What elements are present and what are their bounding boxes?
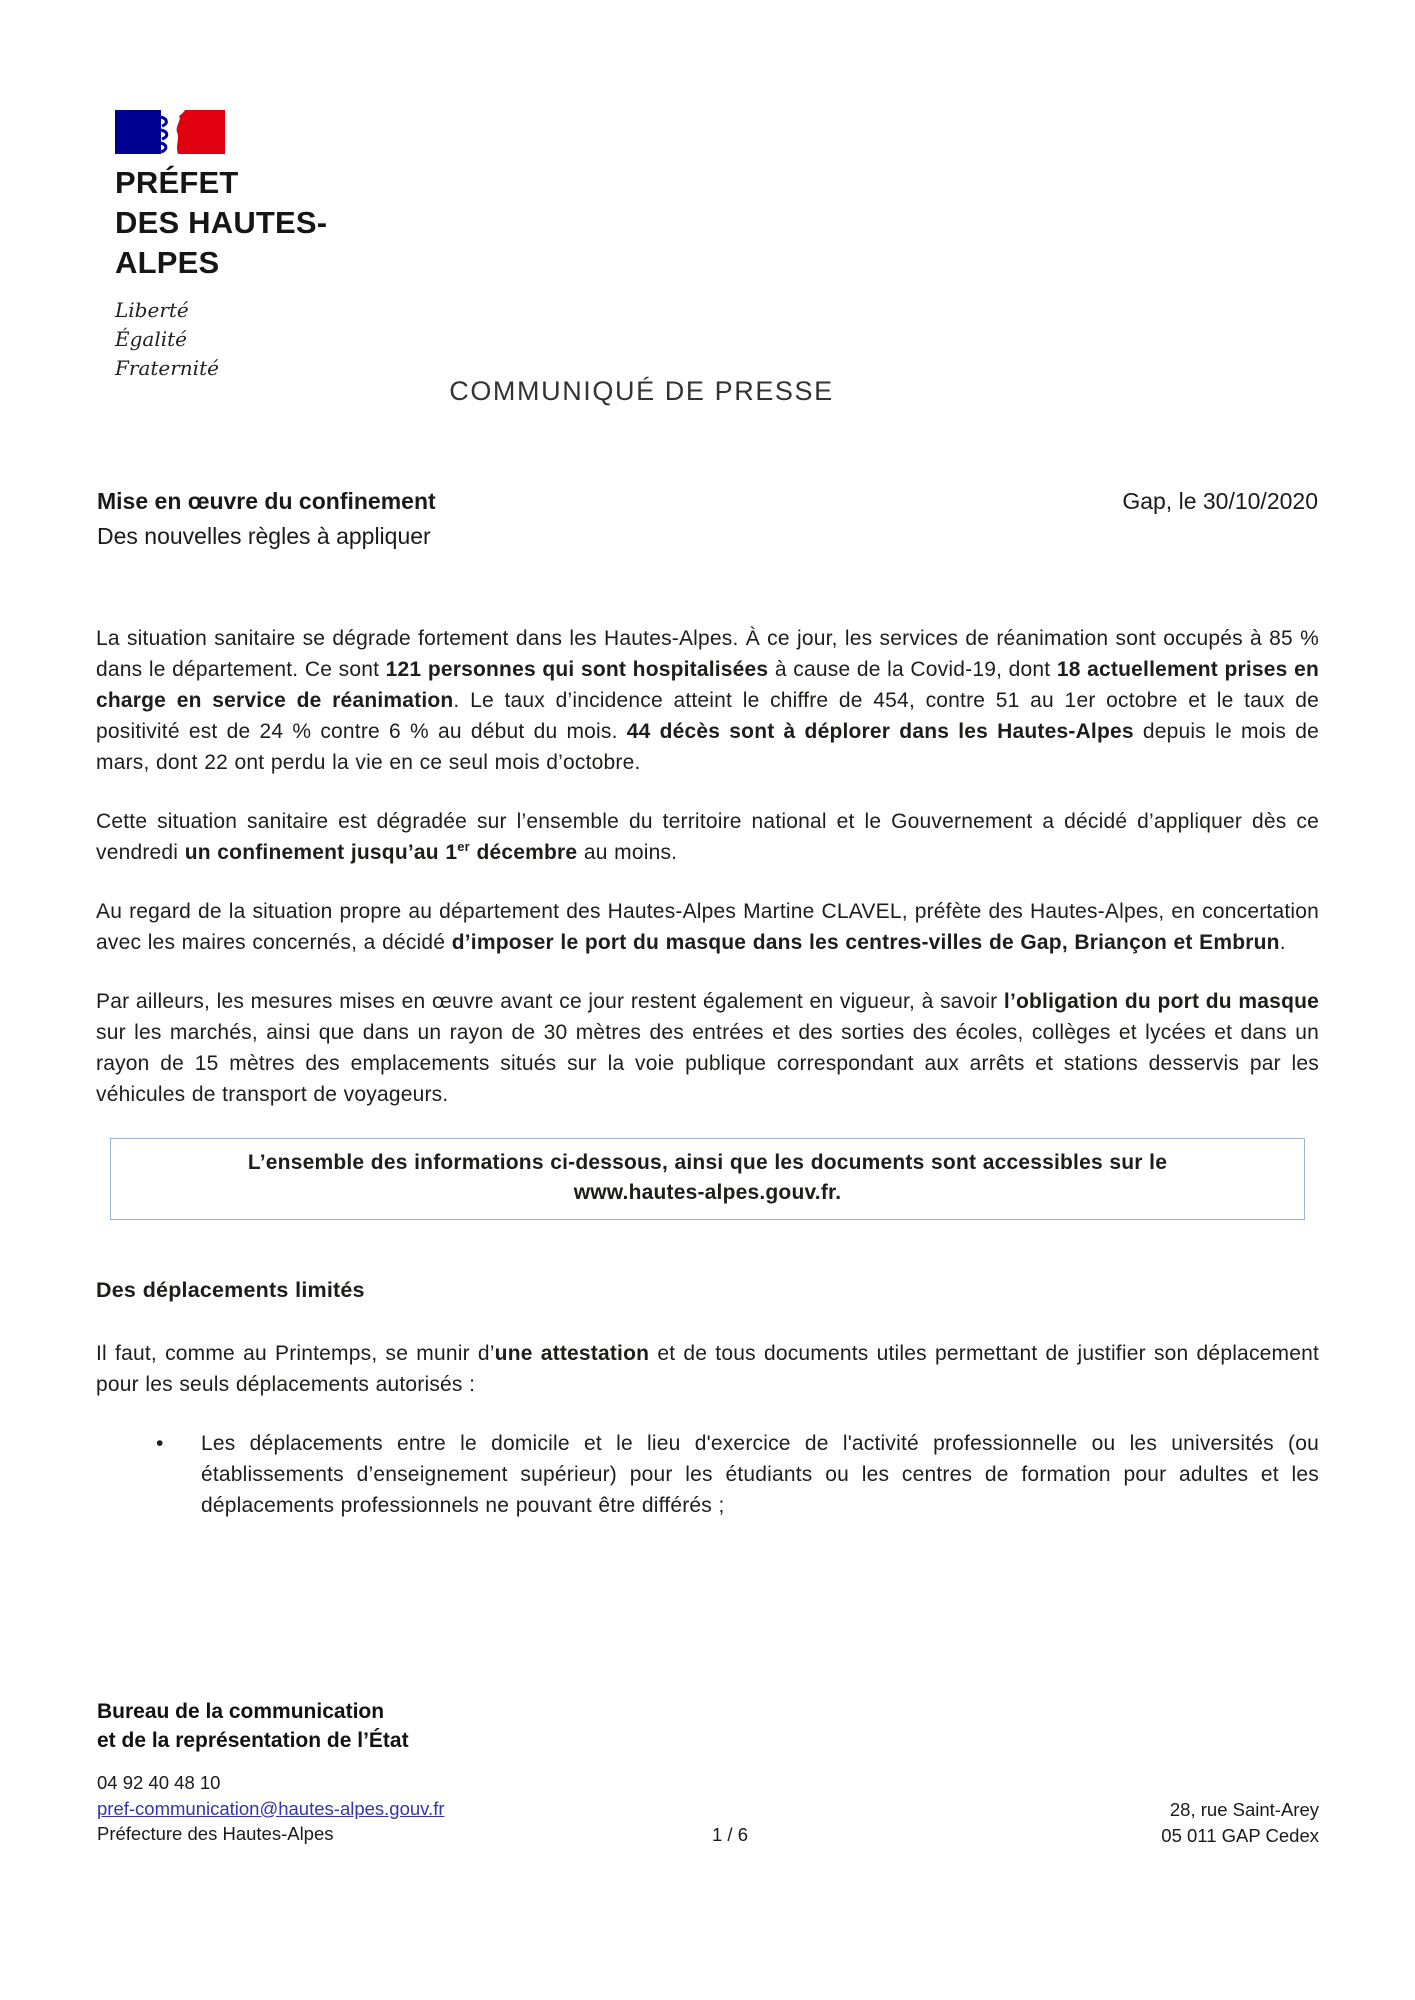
list-item-authorized-travel <box>96 1428 1319 1521</box>
dateline: Gap, le 30/10/2020 <box>1122 488 1318 514</box>
bullet-icon: • <box>156 1432 164 1455</box>
footer-phone: 04 92 40 48 10 <box>97 1772 221 1793</box>
subject-title: Mise en œuvre du confinement <box>97 488 436 514</box>
footer-office-name <box>97 1698 1319 1755</box>
institution-line: ALPES <box>115 245 220 280</box>
prefecture-logo-block <box>115 110 327 383</box>
institution-line: DES HAUTES- <box>115 205 328 240</box>
motto-line: Fraternité <box>115 356 219 380</box>
motto-line: Égalité <box>115 327 187 351</box>
marianne-flag-icon <box>115 110 225 154</box>
motto-line: Liberté <box>115 298 189 322</box>
info-box <box>110 1138 1305 1220</box>
document-body <box>96 623 1319 1546</box>
info-box-website: www.hautes-alpes.gouv.fr. <box>573 1181 842 1204</box>
footer-organisation: Préfecture des Hautes-Alpes <box>97 1823 334 1844</box>
info-box-line: L’ensemble des informations ci-dessous, ainsi que les documents sont accessibles sur le <box>247 1151 1168 1174</box>
subject-subtitle: Des nouvelles règles à appliquer <box>97 523 431 549</box>
footer-postal-address <box>1161 1797 1319 1848</box>
page-number: 1 / 6 <box>712 1824 748 1845</box>
footer-address-line: 28, rue Saint-Arey <box>1169 1799 1319 1820</box>
footer-office-line: et de la représentation de l’État <box>97 1728 409 1752</box>
institution-name <box>115 163 327 283</box>
footer-office-line: Bureau de la communication <box>97 1700 385 1723</box>
footer-email-link[interactable]: pref-communication@hautes-alpes.gouv.fr <box>97 1797 445 1819</box>
republic-motto <box>115 296 327 383</box>
subject-block <box>97 484 436 554</box>
page-footer <box>97 1698 1319 1847</box>
institution-line: PRÉFET <box>115 165 239 200</box>
paragraph-national-confinement: Cette situation sanitaire est dégradée sur l’ensemble du territoire national et le Gouvernement a décidé d’appliquer dès ce vendredi un confinement jusqu’au 1er décembre au moins. <box>96 810 1319 864</box>
paragraph-mask-city-centers: Au regard de la situation propre au département des Hautes-Alpes Martine CLAVEL, préfète des Hautes-Alpes, en concertation avec les maires concernés, a décidé d’imposer le port du masque dans les centres-villes de Gap, Briançon et Embrun. <box>96 900 1319 954</box>
document-type-title: COMMUNIQUÉ DE PRESSE <box>449 376 834 406</box>
section-heading-limited-travel: Des déplacements limités <box>96 1278 365 1302</box>
paragraph-sanitary-situation: La situation sanitaire se dégrade fortement dans les Hautes-Alpes. À ce jour, les services de réanimation sont occupés à 85 % dans le département. Ce sont 121 personnes qui sont hospitalisées à cause de la Covid-19, dont 18 actuellement prises en charge en service de réanimation. Le taux d’incidence atteint le chiffre de 454, contre 51 au 1er octobre et le taux de positivité est de 24 % contre 6 % au début du mois. 44 décès sont à déplorer dans les Hautes-Alpes depuis le mois de mars, dont 22 ont perdu la vie en ce seul mois d’octobre. <box>96 627 1320 774</box>
paragraph-attestation-intro: Il faut, comme au Printemps, se munir d’une attestation et de tous documents utiles permettant de justifier son déplacement pour les seuls déplacements autorisés : <box>96 1342 1320 1396</box>
bullet-text: Les déplacements entre le domicile et le lieu d'exercice de l'activité professionnelle ou les universités (ou établissements d’enseignement supérieur) pour les étudiants ou les centres de formation pour adultes et les déplacements professionnels ne pouvant être différés ; <box>201 1432 1319 1517</box>
paragraph-existing-measures: Par ailleurs, les mesures mises en œuvre avant ce jour restent également en vigueur, à savoir l’obligation du port du masque sur les marchés, ainsi que dans un rayon de 30 mètres des entrées et des sorties des écoles, collèges et lycées et dans un rayon de 15 mètres des emplacements situés sur la voie publique correspondant aux arrêts et stations desservis par les véhicules de transport de voyageurs. <box>96 990 1319 1106</box>
footer-address-line: 05 011 GAP Cedex <box>1161 1824 1319 1846</box>
